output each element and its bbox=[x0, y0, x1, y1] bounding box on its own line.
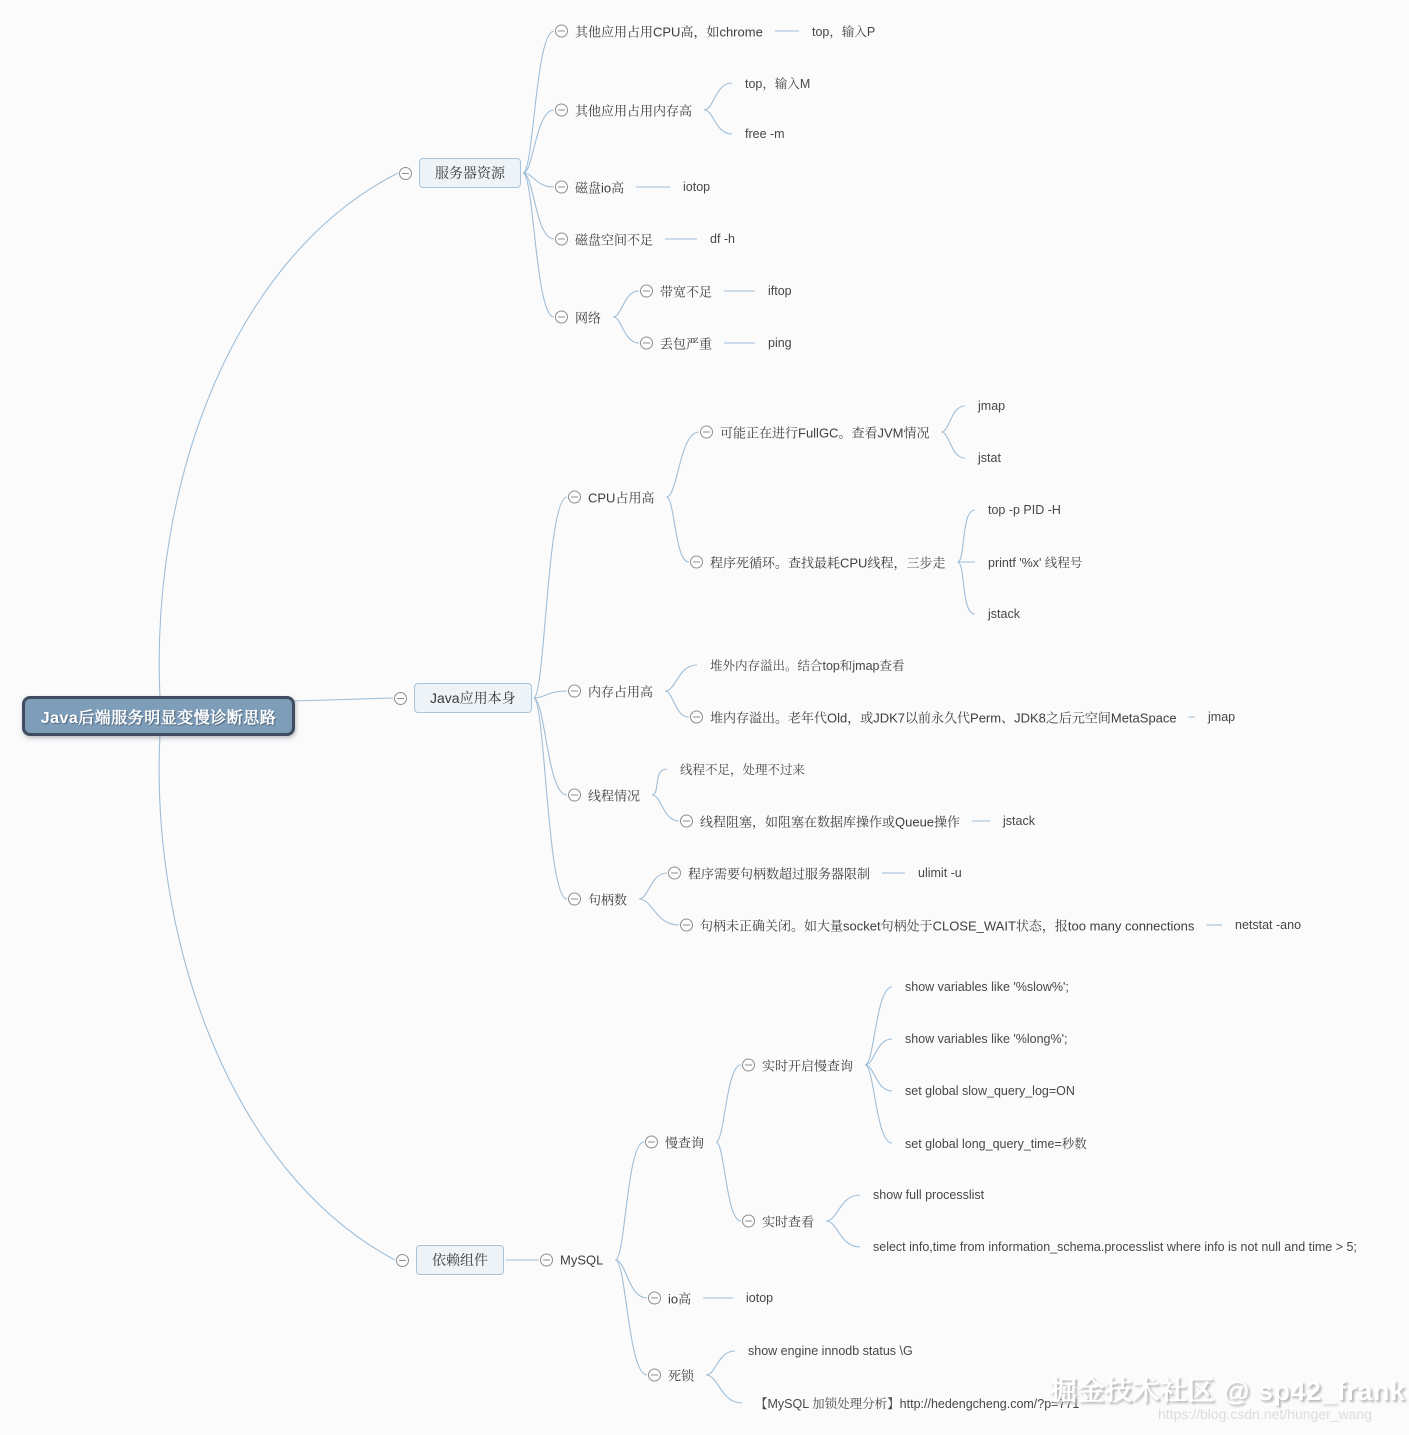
collapse-icon[interactable] bbox=[399, 167, 412, 180]
connector-edge bbox=[665, 665, 697, 691]
leaf-node[interactable] bbox=[918, 866, 962, 880]
topic-node[interactable] bbox=[540, 1253, 603, 1268]
collapse-icon[interactable] bbox=[568, 685, 581, 698]
node-label: 慢查询 bbox=[665, 1135, 705, 1151]
node-label: free -m bbox=[745, 127, 785, 141]
connector-edge bbox=[666, 432, 699, 497]
connector-edge bbox=[534, 698, 567, 899]
topic-node[interactable] bbox=[680, 916, 1194, 935]
connector-edge bbox=[534, 497, 567, 698]
topic-node[interactable] bbox=[645, 1133, 704, 1152]
node-label: 丢包严重 bbox=[660, 336, 713, 352]
leaf-node[interactable] bbox=[873, 1240, 1357, 1254]
topic-node[interactable] bbox=[700, 423, 929, 442]
connector-edge bbox=[639, 899, 679, 925]
node-label: set global slow_query_log=ON bbox=[905, 1084, 1075, 1098]
connector-edge bbox=[865, 1065, 892, 1091]
connector-edge bbox=[865, 1065, 892, 1143]
topic-node[interactable] bbox=[648, 1366, 694, 1385]
leaf-node[interactable] bbox=[988, 503, 1061, 517]
node-label: ulimit -u bbox=[918, 866, 962, 880]
node-label: 磁盘空间不足 bbox=[575, 232, 654, 248]
leaf-node[interactable] bbox=[812, 22, 875, 40]
collapse-icon[interactable] bbox=[648, 1369, 661, 1382]
node-label: ping bbox=[768, 336, 792, 350]
leaf-node[interactable] bbox=[988, 607, 1020, 621]
collapse-icon[interactable] bbox=[568, 893, 581, 906]
node-label: iotop bbox=[683, 180, 711, 194]
node-label: show full processlist bbox=[873, 1188, 985, 1202]
node-label: jmap bbox=[1208, 710, 1236, 724]
branch-node[interactable] bbox=[394, 683, 532, 713]
node-label: show variables like '%slow%'; bbox=[905, 980, 1069, 994]
collapse-icon[interactable] bbox=[555, 104, 568, 117]
node-label: 带宽不足 bbox=[660, 284, 713, 300]
node-label: 程序死循环。查找最耗CPU线程，三步走 bbox=[710, 555, 946, 571]
topic-node[interactable] bbox=[742, 1056, 853, 1075]
node-label: 其他应用占用内存高 bbox=[575, 103, 693, 119]
connector-edge bbox=[613, 291, 639, 317]
connector-edge bbox=[941, 406, 965, 432]
node-label: 服务器资源 bbox=[419, 158, 521, 188]
node-label: 堆内存溢出。老年代Old，或JDK7以前永久代Perm、JDK8之后元空间MetaSpace bbox=[710, 710, 1177, 726]
collapse-icon[interactable] bbox=[645, 1136, 658, 1149]
collapse-icon[interactable] bbox=[568, 789, 581, 802]
node-label: show variables like '%long%'; bbox=[905, 1032, 1068, 1046]
node-label: 句柄数 bbox=[588, 892, 628, 908]
node-label: 实时查看 bbox=[762, 1214, 815, 1230]
connector-edge bbox=[704, 110, 732, 134]
root-node[interactable] bbox=[22, 696, 295, 736]
connector-edge bbox=[665, 691, 689, 717]
collapse-icon[interactable] bbox=[680, 815, 693, 828]
collapse-icon[interactable] bbox=[555, 233, 568, 246]
collapse-icon[interactable] bbox=[640, 337, 653, 350]
collapse-icon[interactable] bbox=[690, 556, 703, 569]
node-label: io高 bbox=[668, 1291, 692, 1307]
collapse-icon[interactable] bbox=[555, 311, 568, 324]
node-label: 内存占用高 bbox=[588, 684, 654, 700]
connector-edge bbox=[652, 769, 667, 795]
leaf-node[interactable] bbox=[755, 1394, 1079, 1412]
topic-node[interactable] bbox=[668, 864, 870, 883]
collapse-icon[interactable] bbox=[640, 285, 653, 298]
topic-node[interactable] bbox=[640, 334, 712, 353]
collapse-icon[interactable] bbox=[690, 711, 703, 724]
leaf-node[interactable] bbox=[710, 656, 904, 674]
node-label: 线程情况 bbox=[588, 788, 641, 804]
connector-edge bbox=[534, 691, 567, 698]
node-label: show engine innodb status \G bbox=[748, 1344, 913, 1358]
leaf-node[interactable] bbox=[988, 553, 1082, 571]
watermark-community-text: 掘金技术社区 @ sp42_frank bbox=[1050, 1376, 1406, 1406]
leaf-node[interactable] bbox=[873, 1188, 984, 1202]
connector-edge bbox=[957, 562, 975, 614]
collapse-icon[interactable] bbox=[396, 1254, 409, 1267]
topic-node[interactable] bbox=[555, 178, 624, 197]
topic-node[interactable] bbox=[555, 22, 763, 41]
node-label: printf '%x' 线程号 bbox=[988, 556, 1083, 570]
topic-node[interactable] bbox=[680, 812, 960, 831]
topic-node[interactable] bbox=[690, 553, 945, 572]
node-label: iotop bbox=[746, 1291, 774, 1305]
connector-edge bbox=[652, 795, 679, 821]
leaf-node[interactable] bbox=[905, 1032, 1068, 1046]
leaf-node[interactable] bbox=[683, 180, 710, 194]
root-title: Java后端服务明显变慢诊断思路 bbox=[40, 709, 277, 727]
connector-edge bbox=[826, 1221, 860, 1247]
topic-node[interactable] bbox=[568, 786, 640, 805]
node-label: 网络 bbox=[575, 310, 602, 326]
topic-node[interactable] bbox=[568, 488, 654, 507]
topic-node[interactable] bbox=[555, 101, 692, 120]
leaf-node[interactable] bbox=[680, 760, 805, 778]
node-label: jstat bbox=[978, 451, 1001, 465]
branch-node[interactable] bbox=[396, 1245, 504, 1275]
topic-node[interactable] bbox=[640, 282, 712, 301]
node-label: top -p PID -H bbox=[988, 503, 1061, 517]
node-label: select info,time from information_schema.processlist where info is not null and time > 5; bbox=[873, 1240, 1357, 1254]
node-label: top，输入P bbox=[812, 25, 876, 39]
leaf-node[interactable] bbox=[1003, 814, 1035, 828]
topic-node[interactable] bbox=[690, 708, 1177, 727]
node-label: 可能正在进行FullGC。查看JVM情况 bbox=[720, 425, 930, 441]
node-label: df -h bbox=[710, 232, 736, 246]
watermark-url-text: https://blog.csdn.net/hunger_wang bbox=[1158, 1406, 1373, 1422]
leaf-node[interactable] bbox=[710, 232, 735, 246]
leaf-node[interactable] bbox=[905, 980, 1069, 994]
leaf-node[interactable] bbox=[978, 399, 1005, 413]
collapse-icon[interactable] bbox=[555, 25, 568, 38]
node-label: CPU占用高 bbox=[588, 490, 655, 506]
node-label: 【MySQL 加锁处理分析】http://hedengcheng.com/?p=771 bbox=[755, 1397, 1080, 1411]
leaf-node[interactable] bbox=[745, 74, 810, 92]
leaf-node[interactable] bbox=[1208, 710, 1235, 724]
connector-edge bbox=[159, 734, 395, 1260]
node-label: 线程阻塞，如阻塞在数据库操作或Queue操作 bbox=[700, 814, 961, 830]
connector-edge bbox=[706, 1351, 735, 1375]
node-label: 线程不足，处理不过来 bbox=[680, 763, 806, 777]
collapse-icon[interactable] bbox=[668, 867, 681, 880]
leaf-node[interactable] bbox=[905, 1134, 1087, 1152]
connector-edge bbox=[941, 432, 965, 458]
collapse-icon[interactable] bbox=[555, 181, 568, 194]
node-label: iftop bbox=[768, 284, 792, 298]
topic-node[interactable] bbox=[568, 890, 627, 909]
connector-edge bbox=[957, 510, 975, 562]
node-label: jstack bbox=[988, 607, 1020, 621]
topic-node[interactable] bbox=[555, 308, 601, 327]
topic-node[interactable] bbox=[568, 682, 653, 701]
collapse-icon[interactable] bbox=[742, 1059, 755, 1072]
connector-edge bbox=[666, 497, 689, 562]
connector-edge bbox=[613, 317, 639, 343]
connector-edge bbox=[523, 31, 554, 173]
connector-edge bbox=[704, 83, 732, 110]
collapse-icon[interactable] bbox=[700, 426, 713, 439]
branch-node[interactable] bbox=[399, 158, 521, 188]
connector-edge bbox=[639, 873, 667, 899]
node-label: MySQL bbox=[560, 1252, 604, 1268]
leaf-node[interactable] bbox=[768, 336, 792, 350]
connector-edge bbox=[615, 1260, 647, 1298]
collapse-icon[interactable] bbox=[742, 1215, 755, 1228]
collapse-icon[interactable] bbox=[540, 1254, 553, 1267]
connector-edge bbox=[716, 1142, 741, 1221]
collapse-icon[interactable] bbox=[680, 919, 693, 932]
connector-edge bbox=[294, 698, 393, 701]
node-label: jstack bbox=[1003, 814, 1035, 828]
connector-edge bbox=[159, 173, 398, 698]
node-label: 实时开启慢查询 bbox=[762, 1058, 854, 1074]
collapse-icon[interactable] bbox=[568, 491, 581, 504]
connector-edge bbox=[523, 173, 554, 317]
leaf-node[interactable] bbox=[768, 284, 792, 298]
collapse-icon[interactable] bbox=[394, 692, 407, 705]
node-label: 堆外内存溢出。结合top和jmap查看 bbox=[710, 659, 905, 673]
leaf-node[interactable] bbox=[978, 451, 1001, 465]
connector-edge bbox=[706, 1375, 742, 1403]
connector-edge bbox=[716, 1065, 741, 1142]
leaf-node[interactable] bbox=[1235, 918, 1301, 932]
leaf-node[interactable] bbox=[905, 1084, 1075, 1098]
connector-edge bbox=[826, 1195, 860, 1221]
node-label: 句柄未正确关闭。如大量socket句柄处于CLOSE_WAIT状态，报too many connections bbox=[700, 918, 1195, 934]
topic-node[interactable] bbox=[555, 230, 653, 249]
node-label: 磁盘io高 bbox=[575, 180, 625, 196]
leaf-node[interactable] bbox=[748, 1344, 913, 1358]
node-label: set global long_query_time=秒数 bbox=[905, 1137, 1087, 1151]
node-label: Java应用本身 bbox=[414, 683, 532, 713]
leaf-node[interactable] bbox=[746, 1291, 773, 1305]
node-label: 其他应用占用CPU高，如chrome bbox=[575, 24, 763, 40]
node-label: top，输入M bbox=[745, 77, 811, 91]
connector-edge bbox=[865, 1039, 892, 1065]
node-label: 依赖组件 bbox=[416, 1245, 504, 1275]
node-label: netstat -ano bbox=[1235, 918, 1302, 932]
topic-node[interactable] bbox=[742, 1212, 814, 1231]
connector-edge bbox=[615, 1260, 647, 1375]
connector-edge bbox=[865, 987, 892, 1065]
collapse-icon[interactable] bbox=[648, 1292, 661, 1305]
node-label: 死锁 bbox=[668, 1368, 695, 1384]
connector-edge bbox=[615, 1142, 644, 1260]
topic-node[interactable] bbox=[648, 1289, 691, 1308]
node-label: 程序需要句柄数超过服务器限制 bbox=[688, 866, 871, 882]
leaf-node[interactable] bbox=[745, 127, 785, 141]
node-label: jmap bbox=[978, 399, 1006, 413]
